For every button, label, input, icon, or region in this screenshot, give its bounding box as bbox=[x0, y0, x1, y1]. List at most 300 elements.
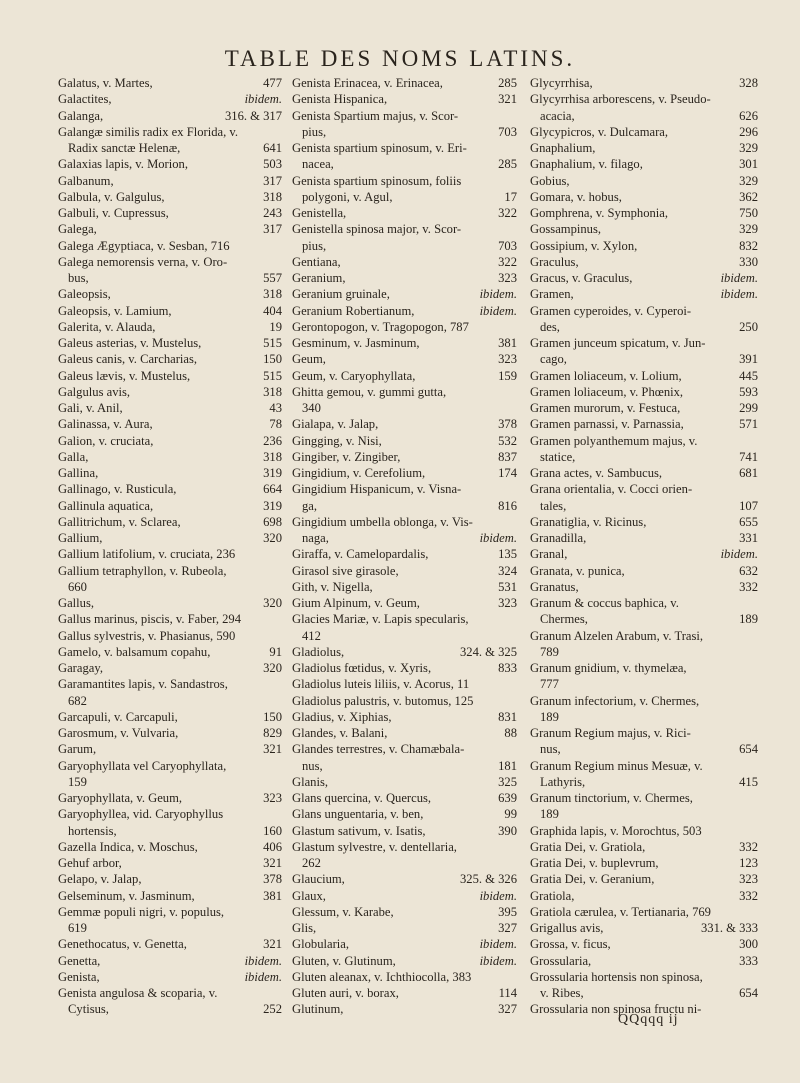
index-entry bbox=[530, 855, 758, 871]
index-entry bbox=[292, 871, 517, 887]
entry-page: 78 bbox=[269, 417, 282, 432]
entry-term: Garyophyllea, vid. Caryophyllus bbox=[58, 807, 224, 822]
entry-term: Granal, bbox=[530, 547, 568, 562]
entry-term: Gallium latifolium, v. cruciata, 236 bbox=[58, 547, 236, 562]
entry-term: Granum & coccus baphica, v. bbox=[530, 596, 679, 610]
entry-page: ibidem. bbox=[479, 953, 517, 968]
index-entry bbox=[292, 530, 517, 546]
entry-page: 331 bbox=[739, 531, 758, 545]
entry-term: Gladiolus fœtidus, v. Xyris, bbox=[292, 661, 432, 675]
index-entry bbox=[58, 433, 282, 449]
entry-term: Garum, bbox=[58, 742, 97, 757]
entry-term: Gallitrichum, v. Sclarea, bbox=[58, 514, 181, 529]
entry-term: 682 bbox=[68, 693, 87, 708]
index-entry bbox=[530, 790, 758, 806]
entry-term: Garyophyllata, v. Geum, bbox=[58, 791, 183, 805]
entry-term: Geranium Robertianum, bbox=[292, 303, 415, 318]
index-column-3 bbox=[530, 75, 758, 1018]
entry-term: Gallium, bbox=[58, 531, 103, 545]
entry-term: 660 bbox=[68, 579, 87, 594]
entry-term: Genistella, bbox=[292, 206, 347, 220]
entry-page: 323 bbox=[498, 596, 517, 610]
entry-term: 619 bbox=[68, 921, 87, 935]
index-entry bbox=[58, 530, 282, 546]
entry-term: Granata, v. punica, bbox=[530, 563, 625, 578]
signature-mark: QQqqq ij bbox=[618, 1012, 679, 1027]
entry-term: Gluten aleanax, v. Ichthiocolla, 383 bbox=[292, 969, 472, 984]
entry-page: 319 bbox=[263, 498, 282, 513]
index-entry bbox=[58, 1001, 282, 1017]
entry-term: Gingidium, v. Cerefolium, bbox=[292, 466, 426, 480]
entry-term: Galerita, v. Alauda, bbox=[58, 319, 156, 334]
index-entry bbox=[58, 985, 282, 1001]
entry-term: Gramen loliaceum, v. Lolium, bbox=[530, 368, 682, 383]
page-title: TABLE DES NOMS LATINS. bbox=[224, 46, 576, 71]
index-entry bbox=[58, 124, 282, 140]
entry-page: 322 bbox=[498, 206, 517, 220]
index-entry bbox=[530, 481, 758, 497]
entry-term: Glandes, v. Balani, bbox=[292, 726, 388, 740]
entry-term: Gallus sylvestris, v. Phasianus, 590 bbox=[58, 628, 236, 643]
entry-term: Chermes, bbox=[540, 612, 588, 627]
index-entry bbox=[292, 823, 517, 839]
entry-page: 703 bbox=[498, 124, 517, 139]
entry-page: 532 bbox=[498, 433, 517, 448]
index-entry bbox=[530, 741, 758, 757]
index-entry bbox=[530, 758, 758, 774]
entry-term: Gallinago, v. Rusticula, bbox=[58, 482, 177, 497]
index-entry bbox=[530, 189, 758, 205]
entry-term: Gluten auri, v. borax, bbox=[292, 986, 399, 1000]
index-entry bbox=[530, 498, 758, 514]
entry-page: 114 bbox=[498, 986, 517, 1000]
entry-term: nus, bbox=[540, 742, 561, 757]
entry-page: 160 bbox=[263, 823, 282, 838]
entry-term: Glycyrrhisa arborescens, v. Pseudo- bbox=[530, 92, 711, 107]
entry-term: Glans quercina, v. Quercus, bbox=[292, 791, 432, 805]
index-entry bbox=[530, 774, 758, 790]
entry-page: 332 bbox=[739, 888, 758, 903]
index-entry bbox=[530, 254, 758, 270]
index-column-2 bbox=[292, 75, 517, 1018]
entry-term: Gossampinus, bbox=[530, 222, 602, 237]
entry-page: 626 bbox=[739, 108, 758, 123]
index-entry bbox=[58, 368, 282, 384]
index-entry bbox=[292, 725, 517, 741]
index-entry bbox=[292, 173, 517, 189]
entry-term: Gramen loliaceum, v. Phœnix, bbox=[530, 384, 684, 399]
entry-term: Gramen parnassi, v. Parnassia, bbox=[530, 417, 684, 432]
entry-term: Genetta, bbox=[58, 953, 101, 968]
index-entry bbox=[58, 628, 282, 644]
entry-term: Gramen, bbox=[530, 287, 574, 302]
entry-term: Gladius, v. Xiphias, bbox=[292, 709, 392, 724]
entry-page: 515 bbox=[263, 336, 282, 350]
index-entry bbox=[58, 75, 282, 91]
index-entry bbox=[292, 790, 517, 806]
index-entry bbox=[530, 205, 758, 221]
index-entry bbox=[292, 156, 517, 172]
entry-page: 395 bbox=[498, 904, 517, 919]
index-entry bbox=[58, 400, 282, 416]
entry-term: Galbuli, v. Cupressus, bbox=[58, 206, 169, 220]
index-entry bbox=[292, 774, 517, 790]
entry-page: 318 bbox=[263, 384, 282, 399]
entry-term: Glessum, v. Karabe, bbox=[292, 904, 394, 919]
entry-term: Genista spartium spinosum, v. Eri- bbox=[292, 141, 467, 155]
index-entry bbox=[530, 676, 758, 692]
entry-term: Girasol sive girasole, bbox=[292, 563, 399, 578]
index-entry bbox=[530, 725, 758, 741]
entry-page: 321 bbox=[263, 856, 282, 870]
entry-term: Gelapo, v. Jalap, bbox=[58, 872, 142, 887]
index-entry bbox=[58, 189, 282, 205]
entry-page: 515 bbox=[263, 368, 282, 383]
index-entry bbox=[292, 221, 517, 237]
entry-term: Gallus, bbox=[58, 596, 95, 610]
entry-term: Galega Ægyptiaca, v. Sesban, 716 bbox=[58, 238, 230, 253]
entry-page: 332 bbox=[739, 579, 758, 594]
index-entry bbox=[58, 660, 282, 676]
entry-term: Gnaphalium, bbox=[530, 141, 596, 155]
entry-page: 816 bbox=[498, 498, 517, 513]
entry-term: Gialapa, v. Jalap, bbox=[292, 417, 379, 432]
entry-term: Gamelo, v. balsamum copahu, bbox=[58, 644, 211, 659]
index-entry bbox=[292, 693, 517, 709]
index-entry bbox=[530, 563, 758, 579]
entry-term: Gluten, v. Glutinum, bbox=[292, 953, 396, 968]
entry-page: 300 bbox=[739, 937, 758, 952]
entry-page: ibidem. bbox=[720, 271, 758, 285]
index-entry bbox=[292, 660, 517, 676]
entry-term: Glaux, bbox=[292, 888, 326, 903]
entry-term: Galeopsis, v. Lamium, bbox=[58, 303, 172, 318]
index-entry bbox=[58, 108, 282, 124]
index-entry bbox=[292, 758, 517, 774]
entry-page: 391 bbox=[739, 352, 758, 367]
entry-page: 321 bbox=[263, 742, 282, 757]
index-entry bbox=[292, 855, 517, 871]
entry-page: 571 bbox=[739, 417, 758, 432]
entry-page: 741 bbox=[739, 449, 758, 464]
entry-term: nacea, bbox=[302, 157, 334, 172]
entry-page: 378 bbox=[498, 417, 517, 432]
entry-term: Globularia, bbox=[292, 937, 350, 952]
entry-page: 593 bbox=[739, 384, 758, 399]
index-entry bbox=[292, 238, 517, 254]
entry-page: 557 bbox=[263, 271, 282, 285]
index-entry bbox=[530, 319, 758, 335]
entry-page: 322 bbox=[498, 254, 517, 269]
index-entry bbox=[292, 384, 517, 400]
entry-term: Glandes terrestres, v. Chamæbala- bbox=[292, 742, 465, 757]
entry-page: 250 bbox=[739, 319, 758, 334]
entry-term: 189 bbox=[540, 709, 559, 724]
entry-page: ibidem. bbox=[479, 303, 517, 318]
entry-term: Gramen cyperoides, v. Cyperoi- bbox=[530, 303, 692, 318]
entry-page: 703 bbox=[498, 238, 517, 253]
entry-page: 832 bbox=[739, 238, 758, 253]
entry-term: Gingiber, v. Zingiber, bbox=[292, 449, 401, 464]
entry-term: Gramen junceum spicatum, v. Jun- bbox=[530, 336, 706, 350]
entry-page: 330 bbox=[739, 254, 758, 269]
entry-page: 323 bbox=[498, 352, 517, 367]
index-entry bbox=[292, 546, 517, 562]
index-entry bbox=[292, 579, 517, 595]
entry-term: Gith, v. Nigella, bbox=[292, 579, 373, 594]
index-entry bbox=[530, 823, 758, 839]
index-entry bbox=[530, 221, 758, 237]
index-entry bbox=[292, 433, 517, 449]
entry-term: Galangæ similis radix ex Florida, v. bbox=[58, 124, 239, 139]
entry-term: Galatus, v. Martes, bbox=[58, 76, 153, 90]
entry-term: des, bbox=[540, 319, 560, 334]
index-entry bbox=[292, 286, 517, 302]
entry-term: Genista Spartium majus, v. Scor- bbox=[292, 108, 459, 123]
entry-term: Galla, bbox=[58, 449, 89, 464]
entry-page: 325 bbox=[498, 774, 517, 789]
entry-term: Galinassa, v. Aura, bbox=[58, 417, 153, 432]
entry-term: Gramen polyanthemum majus, v. bbox=[530, 433, 698, 448]
entry-term: Genethocatus, v. Genetta, bbox=[58, 937, 187, 952]
index-entry bbox=[292, 969, 517, 985]
entry-term: Glacies Mariæ, v. Lapis specularis, bbox=[292, 612, 469, 627]
entry-page: 325. & 326 bbox=[459, 872, 517, 887]
entry-page: 654 bbox=[739, 986, 758, 1000]
index-entry bbox=[292, 124, 517, 140]
index-entry bbox=[530, 303, 758, 319]
index-entry bbox=[58, 725, 282, 741]
entry-term: Geranium, bbox=[292, 271, 346, 285]
index-entry bbox=[530, 433, 758, 449]
entry-term: Galanga, bbox=[58, 108, 104, 123]
entry-term: Grossa, v. ficus, bbox=[530, 937, 611, 952]
index-entry bbox=[530, 871, 758, 887]
index-entry bbox=[58, 790, 282, 806]
entry-page: ibidem. bbox=[244, 969, 282, 984]
entry-page: 319 bbox=[263, 466, 282, 480]
entry-page: 317 bbox=[263, 222, 282, 237]
index-entry bbox=[530, 969, 758, 985]
entry-term: Gazella Indica, v. Moschus, bbox=[58, 839, 198, 854]
index-entry bbox=[58, 969, 282, 985]
entry-page: ibidem. bbox=[479, 937, 517, 952]
entry-term: Granadilla, bbox=[530, 531, 587, 545]
index-entry bbox=[58, 920, 282, 936]
index-entry bbox=[530, 384, 758, 400]
index-entry bbox=[530, 286, 758, 302]
entry-page: 323 bbox=[739, 872, 758, 887]
entry-term: Gramen murorum, v. Festuca, bbox=[530, 401, 681, 415]
entry-page: 316. & 317 bbox=[224, 108, 282, 123]
entry-term: Genista angulosa & scoparia, v. bbox=[58, 986, 218, 1000]
index-entry bbox=[58, 481, 282, 497]
index-entry bbox=[58, 465, 282, 481]
index-entry bbox=[530, 595, 758, 611]
index-entry bbox=[58, 270, 282, 286]
entry-page: 331. & 333 bbox=[700, 921, 758, 935]
index-entry bbox=[530, 806, 758, 822]
index-entry bbox=[530, 936, 758, 952]
entry-term: Gium Alpinum, v. Geum, bbox=[292, 596, 420, 610]
entry-page: 296 bbox=[739, 124, 758, 139]
entry-page: 321 bbox=[263, 937, 282, 952]
entry-term: Gesminum, v. Jasminum, bbox=[292, 336, 420, 350]
index-entry bbox=[292, 140, 517, 156]
entry-term: tales, bbox=[540, 498, 567, 513]
entry-term: Lathyris, bbox=[540, 774, 586, 789]
index-entry bbox=[58, 936, 282, 952]
entry-term: Galeus canis, v. Carcharias, bbox=[58, 352, 198, 367]
index-entry bbox=[292, 595, 517, 611]
entry-term: 412 bbox=[302, 628, 321, 643]
entry-term: Galeus lævis, v. Mustelus, bbox=[58, 368, 191, 383]
entry-page: 381 bbox=[498, 336, 517, 350]
entry-page: 317 bbox=[263, 173, 282, 188]
index-entry bbox=[292, 936, 517, 952]
index-entry bbox=[58, 774, 282, 790]
entry-term: naga, bbox=[302, 531, 329, 545]
entry-page: 415 bbox=[739, 774, 758, 789]
entry-term: Graculus, bbox=[530, 254, 579, 269]
index-entry bbox=[292, 416, 517, 432]
entry-term: Genistella spinosa major, v. Scor- bbox=[292, 222, 462, 237]
index-entry bbox=[58, 173, 282, 189]
entry-page: 639 bbox=[498, 791, 517, 805]
index-entry bbox=[292, 611, 517, 627]
index-entry bbox=[292, 920, 517, 936]
index-entry bbox=[58, 416, 282, 432]
entry-page: 664 bbox=[263, 482, 282, 497]
index-entry bbox=[292, 189, 517, 205]
index-entry bbox=[530, 351, 758, 367]
entry-term: Gemmæ populi nigri, v. populus, bbox=[58, 904, 225, 919]
entry-term: Genista, bbox=[58, 969, 100, 984]
index-entry bbox=[292, 205, 517, 221]
index-entry bbox=[292, 514, 517, 530]
entry-term: Glans unguentaria, v. ben, bbox=[292, 807, 424, 822]
index-entry bbox=[530, 238, 758, 254]
entry-term: Gingging, v. Nisi, bbox=[292, 433, 382, 448]
entry-term: Grana orientalia, v. Cocci orien- bbox=[530, 482, 693, 497]
index-entry bbox=[58, 595, 282, 611]
entry-page: ibidem. bbox=[479, 888, 517, 903]
index-entry bbox=[292, 1001, 517, 1017]
index-entry bbox=[292, 953, 517, 969]
index-entry bbox=[530, 75, 758, 91]
entry-term: Glutinum, bbox=[292, 1002, 344, 1017]
entry-page: 19 bbox=[269, 319, 282, 334]
entry-page: 181 bbox=[498, 758, 517, 773]
index-entry bbox=[292, 709, 517, 725]
index-entry bbox=[58, 351, 282, 367]
index-entry bbox=[58, 904, 282, 920]
index-entry bbox=[292, 888, 517, 904]
entry-term: 789 bbox=[540, 644, 559, 659]
entry-term: Galaxias lapis, v. Morion, bbox=[58, 157, 188, 172]
entry-term: 262 bbox=[302, 856, 321, 870]
index-entry bbox=[58, 319, 282, 335]
entry-page: 318 bbox=[263, 449, 282, 464]
index-entry bbox=[58, 546, 282, 562]
entry-term: Granum infectorium, v. Chermes, bbox=[530, 693, 700, 708]
entry-page: 323 bbox=[498, 271, 517, 285]
index-entry bbox=[58, 579, 282, 595]
entry-term: Geum, bbox=[292, 352, 326, 367]
entry-page: 329 bbox=[739, 141, 758, 155]
entry-page: 362 bbox=[739, 189, 758, 204]
entry-term: hortensis, bbox=[68, 823, 117, 838]
entry-page: 252 bbox=[263, 1002, 282, 1017]
index-entry bbox=[58, 644, 282, 660]
entry-term: nus, bbox=[302, 758, 323, 773]
index-entry bbox=[530, 985, 758, 1001]
index-entry bbox=[58, 806, 282, 822]
entry-term: Gracus, v. Graculus, bbox=[530, 271, 633, 285]
index-entry bbox=[292, 676, 517, 692]
index-entry bbox=[292, 254, 517, 270]
entry-page: 477 bbox=[263, 76, 282, 90]
entry-page: 655 bbox=[739, 514, 758, 529]
index-entry bbox=[58, 286, 282, 302]
index-entry bbox=[292, 351, 517, 367]
entry-term: Gingidium umbella oblonga, v. Vis- bbox=[292, 514, 473, 529]
index-entry bbox=[292, 75, 517, 91]
entry-page: ibidem. bbox=[479, 531, 517, 545]
index-entry bbox=[530, 140, 758, 156]
entry-page: 324. & 325 bbox=[459, 644, 517, 659]
index-entry bbox=[292, 806, 517, 822]
entry-term: Gossipium, v. Xylon, bbox=[530, 238, 638, 253]
index-entry bbox=[58, 449, 282, 465]
index-entry bbox=[292, 91, 517, 107]
index-entry bbox=[58, 855, 282, 871]
entry-term: Gladiolus palustris, v. butomus, 125 bbox=[292, 693, 474, 708]
entry-term: 340 bbox=[302, 401, 321, 415]
entry-term: v. Ribes, bbox=[540, 986, 584, 1000]
entry-term: Galega nemorensis verna, v. Oro- bbox=[58, 254, 228, 269]
entry-term: Granum Regium majus, v. Rici- bbox=[530, 726, 691, 740]
entry-term: Gingidium Hispanicum, v. Visna- bbox=[292, 482, 462, 497]
entry-term: Gallus marinus, piscis, v. Faber, 294 bbox=[58, 612, 242, 627]
entry-page: 329 bbox=[739, 173, 758, 188]
entry-page: 318 bbox=[263, 189, 282, 204]
index-entry bbox=[530, 108, 758, 124]
index-entry bbox=[530, 335, 758, 351]
entry-page: 320 bbox=[263, 531, 282, 545]
entry-page: 327 bbox=[498, 921, 517, 935]
entry-page: 321 bbox=[498, 92, 517, 107]
index-entry bbox=[58, 758, 282, 774]
entry-page: 445 bbox=[739, 368, 758, 383]
index-entry bbox=[292, 303, 517, 319]
index-entry bbox=[530, 888, 758, 904]
entry-page: 318 bbox=[263, 287, 282, 302]
entry-page: 285 bbox=[498, 76, 517, 90]
index-entry bbox=[292, 108, 517, 124]
index-entry bbox=[530, 368, 758, 384]
entry-page: 332 bbox=[739, 839, 758, 854]
entry-term: Glanis, bbox=[292, 774, 329, 789]
entry-page: 243 bbox=[263, 206, 282, 220]
entry-page: ibidem. bbox=[244, 953, 282, 968]
entry-page: 324 bbox=[498, 563, 517, 578]
index-entry bbox=[58, 221, 282, 237]
entry-term: Gratiola, bbox=[530, 888, 575, 903]
entry-term: Granum Regium minus Mesuæ, v. bbox=[530, 758, 703, 773]
entry-page: ibidem. bbox=[244, 92, 282, 107]
entry-term: cago, bbox=[540, 352, 567, 367]
